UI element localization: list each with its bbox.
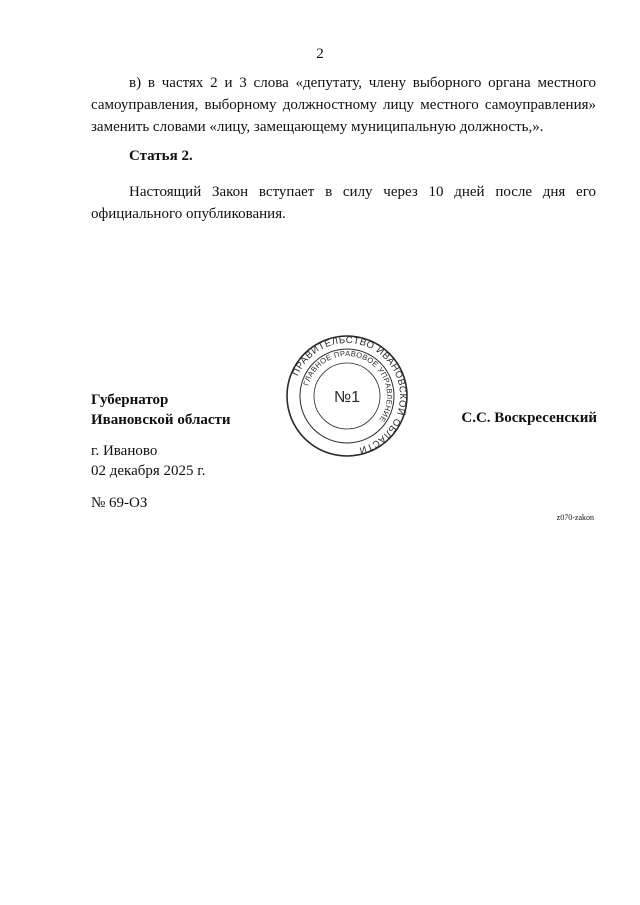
- file-code: z070-zakon: [556, 513, 594, 522]
- page-number: 2: [316, 46, 324, 62]
- seal-inner-text: ГЛАВНОЕ ПРАВОВОЕ УПРАВЛЕНИЕ: [301, 348, 395, 425]
- official-seal-stamp: [285, 334, 409, 458]
- seal-outer-text: ПРАВИТЕЛЬСТВО ИВАНОВСКОЙ ОБЛАСТИ: [290, 334, 409, 456]
- article-2-text: Настоящий Закон вступает в силу через 10 дней после дня его официального опубликования.: [91, 184, 596, 222]
- seal-number: №1: [333, 389, 361, 406]
- place: г. Иваново: [91, 443, 158, 459]
- signer-name: С.С. Воскресенский: [461, 410, 597, 426]
- amendment-paragraph-v: в) в частях 2 и 3 слова «депутату, члену выборного органа местного самоуправления, выборному должностному лицу местного самоуправления» заменить словами «лицу, замещающему муниципальную должность,».: [91, 75, 596, 135]
- signer-title-line-2: Ивановской области: [91, 412, 231, 428]
- law-number: № 69-ОЗ: [91, 495, 148, 511]
- signer-title: [91, 390, 231, 430]
- signer-title-line-1: Губернатор: [91, 392, 169, 408]
- date: 02 декабря 2025 г.: [91, 463, 206, 479]
- article-2-heading: Статья 2.: [129, 148, 193, 164]
- place-date-block: [91, 441, 206, 481]
